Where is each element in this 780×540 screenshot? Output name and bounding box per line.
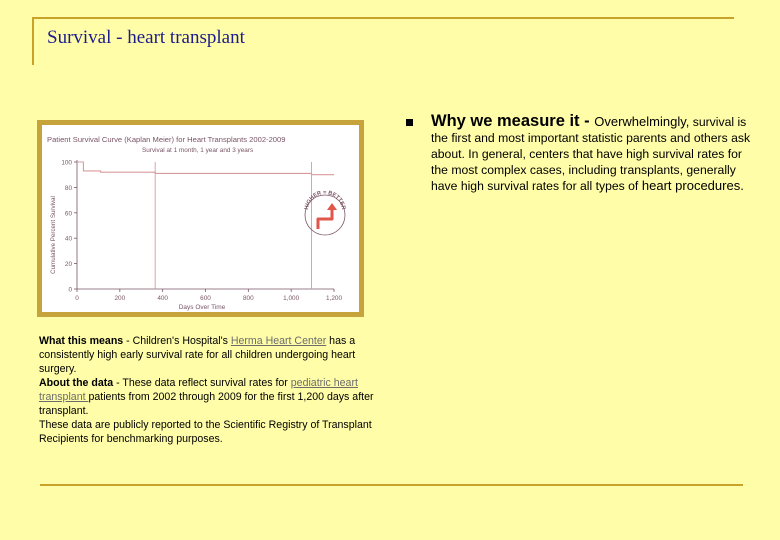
bullet-dash: -	[579, 112, 595, 130]
caption-means-text-2: has a consistently high early survival rate for all children undergoing heart surgery.	[39, 335, 356, 375]
y-tick-label: 40	[64, 235, 72, 243]
chart-title: Patient Survival Curve (Kaplan Meier) for Heart Transplants 2002-2009	[47, 135, 286, 144]
x-tick-label: 600	[200, 295, 211, 302]
caption-about-text-2: patients from 2002 through 2009 for the first 1,200 days after transplant.	[39, 391, 374, 417]
caption-about	[39, 376, 379, 418]
badge-arrow-head-icon	[327, 203, 337, 210]
frame-bottom-line	[40, 484, 743, 486]
y-tick-label: 100	[61, 159, 72, 167]
bullet-square-icon	[406, 119, 413, 126]
chart-subtitle: Survival at 1 month, 1 year and 3 years	[142, 147, 254, 154]
bullet-heading: Why we measure it	[431, 112, 580, 130]
x-tick-label: 1,200	[326, 295, 342, 302]
frame-top-line	[32, 17, 734, 19]
y-tick-label: 20	[64, 261, 72, 269]
caption-about-label: About the data	[39, 377, 114, 389]
caption-means	[39, 334, 379, 376]
chart-x-axis-label: Days Over Time	[178, 304, 226, 311]
higher-better-badge	[304, 190, 346, 235]
bullet-why-we-measure	[431, 113, 751, 194]
chart-y-axis-label: Cumulative Percent Survival	[50, 196, 57, 274]
caption-about-text-1: - These data reflect survival rates for	[113, 377, 291, 389]
badge-up-arrow-icon	[318, 209, 332, 229]
survival-chart	[37, 120, 364, 317]
x-tick-label: 1,000	[283, 295, 300, 302]
pediatric-heart-transplant-link[interactable]: pediatric heart transplant	[39, 377, 358, 403]
badge-text: HIGHER = BETTER	[303, 189, 347, 211]
y-tick-label: 60	[64, 210, 72, 218]
survival-curve	[77, 162, 334, 175]
slide-title: Survival - heart transplant	[47, 27, 245, 48]
x-tick-label: 400	[157, 295, 169, 302]
caption-means-label: What this means	[39, 335, 124, 347]
caption-reporting: These data are publicly reported to the Scientific Registry of Transplant Recipients for benchmarking purposes.	[39, 419, 372, 445]
y-tick-label: 80	[64, 184, 72, 192]
herma-heart-center-link[interactable]: Herma Heart Center	[230, 335, 327, 347]
x-tick-label: 200	[114, 295, 126, 302]
caption-means-text-1: - Children's Hospital's	[123, 335, 231, 347]
bullet-body: survival is the first and most important statistic parents and others ask about. In general, centers that have high survival rates for the most complex cases, including transplants, generally have high survival rates for all types of	[431, 115, 751, 193]
chart-caption	[39, 334, 379, 446]
x-tick-label: 0	[75, 295, 79, 302]
bullet-end: heart procedures.	[638, 178, 744, 193]
y-tick-label: 0	[68, 286, 72, 294]
bullet-lead: Overwhelmingly,	[594, 114, 690, 129]
frame-left-line	[32, 17, 34, 65]
chart-svg	[42, 125, 359, 312]
x-tick-label: 800	[242, 295, 254, 302]
